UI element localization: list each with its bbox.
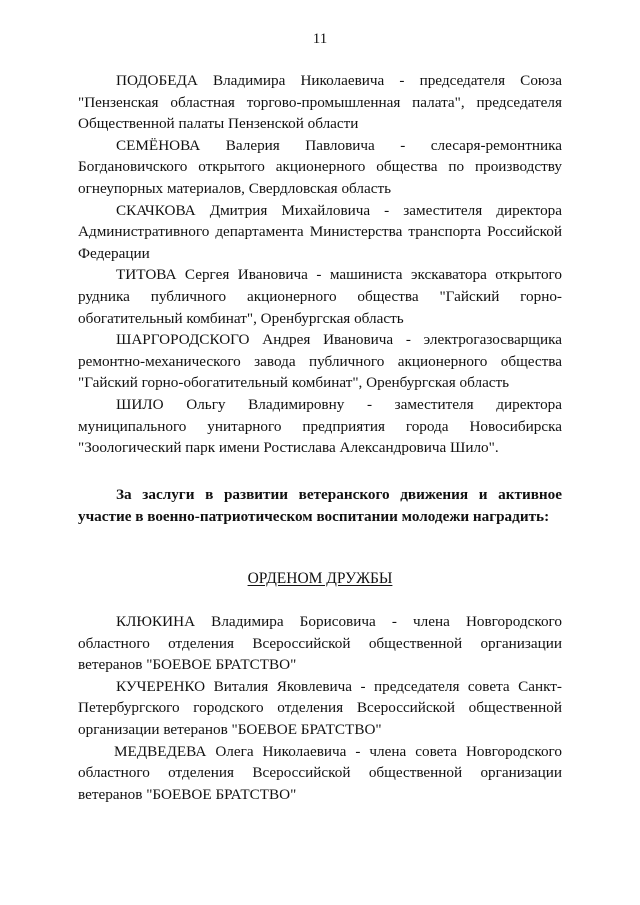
order-title: ОРДЕНОМ ДРУЖБЫ xyxy=(247,570,393,587)
award-entry: МЕДВЕДЕВА Олега Николаевича - члена совета Новгородского областного отделения Всероссийской общественной организации ветеранов "БОЕВОЕ БРАТСТВО" xyxy=(78,742,562,803)
award-list-1 xyxy=(78,70,562,459)
award-entry: ШИЛО Ольгу Владимировну - заместителя директора муниципального унитарного предприятия города Новосибирска "Зоологический парк имени Ростислава Александровича Шило". xyxy=(78,395,562,457)
award-entry: КУЧЕРЕНКО Виталия Яковлевича - председателя совета Санкт-Петербургского городского отделения Всероссийской общественной организации ветеранов "БОЕВОЕ БРАТСТВО" xyxy=(78,677,562,738)
award-entry: ТИТОВА Сергея Ивановича - машиниста экскаватора открытого рудника публичного акционерного общества "Гайский горно-обогатительный комбинат", Оренбургская область xyxy=(78,266,562,327)
award-list-2 xyxy=(78,611,562,805)
award-entry: КЛЮКИНА Владимира Борисовича - члена Новгородского областного отделения Всероссийской общественной организации ветеранов "БОЕВОЕ БРАТСТВО" xyxy=(78,613,562,674)
award-entry: ШАРГОРОДСКОГО Андрея Ивановича - электрогазосварщика ремонтно-механического завода публичного акционерного общества "Гайский горно-обогатительный комбинат", Оренбургская область xyxy=(78,331,562,392)
award-heading-block xyxy=(78,484,562,527)
page-number: 11 xyxy=(312,31,328,47)
award-entry: СЕМЁНОВА Валерия Павловича - слесаря-ремонтника Богдановичского открытого акционерного общества по производству огнеупорных материалов, Свердловская область xyxy=(78,136,562,197)
award-entry: ПОДОБЕДА Владимира Николаевича - председателя Союза "Пензенская областная торгово-промышленная палата", председателя Общественной палаты Пензенской области xyxy=(78,72,562,133)
award-entry: СКАЧКОВА Дмитрия Михайловича - заместителя директора Административного департамента Министерства транспорта Российской Федерации xyxy=(78,201,562,262)
award-heading: За заслуги в развитии ветеранского движения и активное участие в военно-патриотическом воспитании молодежи наградить: xyxy=(78,486,562,525)
